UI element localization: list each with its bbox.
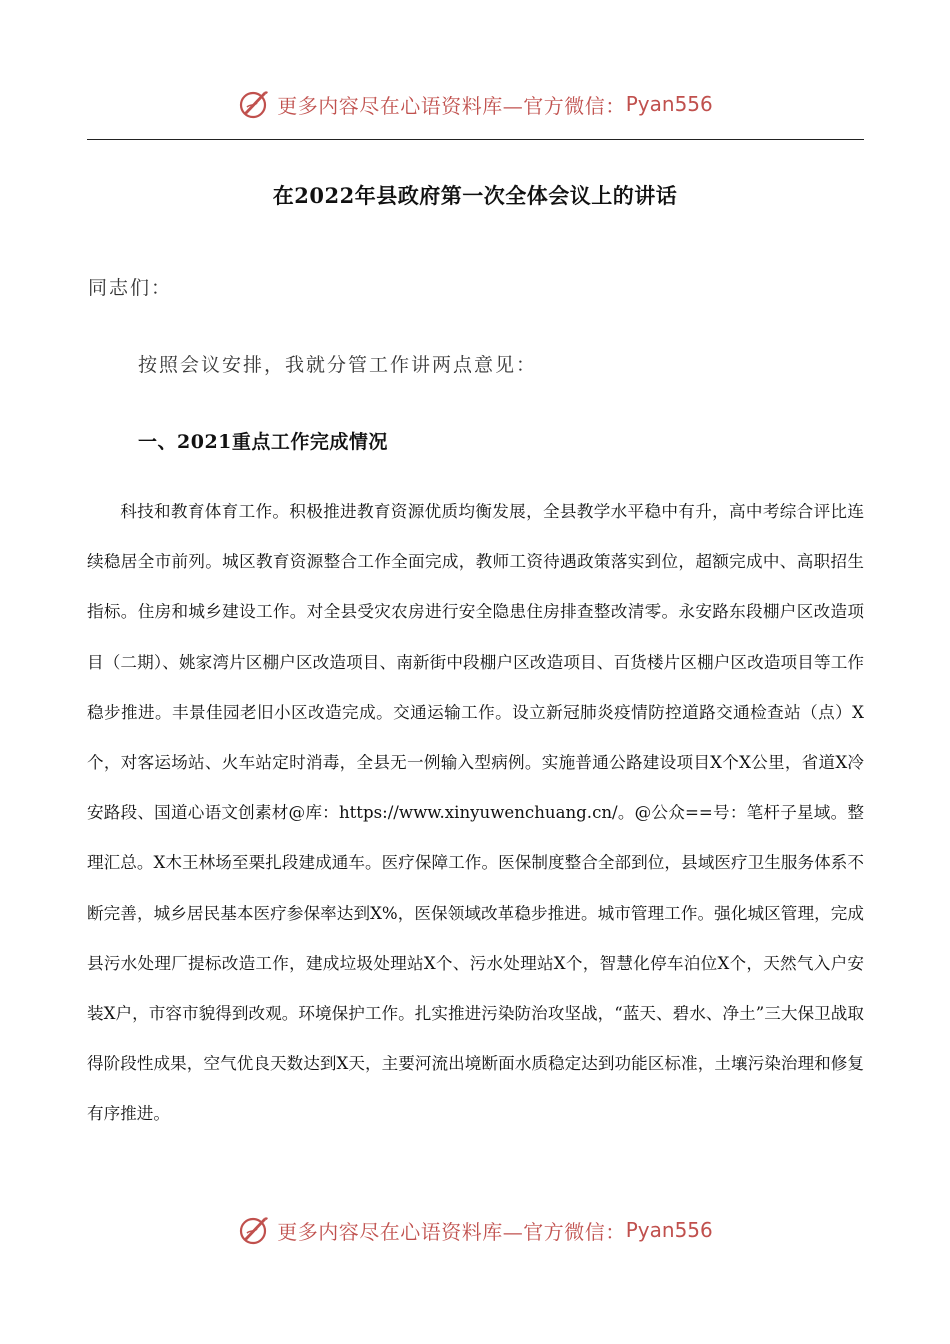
footer-banner: [0, 1210, 950, 1250]
header-banner: [0, 84, 950, 124]
header-rule: [87, 139, 864, 140]
quill-pen-logo-icon: [237, 87, 271, 121]
body-paragraph: 科技和教育体育工作。积极推进教育资源优质均衡发展，全县教学水平稳中有升，高中考综合评比连续稳居全市前列。城区教育资源整合工作全面完成，教师工资待遇政策落实到位，超额完成中、高职招生指标。住房和城乡建设工作。对全县受灾农房进行安全隐患住房排查整改清零。永安路东段棚户区改造项目（二期）、姚家湾片区棚户区改造项目、南新街中段棚户区改造项目、百货楼片区棚户区改造项目等工作稳步推进。丰景佳园老旧小区改造完成。交通运输工作。设立新冠肺炎疫情防控道路交通检查站（点）X个，对客运场站、火车站定时消毒，全县无一例输入型病例。实施普通公路建设项目X个X公里，省道X冷安路段、国道心语文创素材@库：https://www.xinyuwenchuang.cn/。@公众==号：笔杆子星域。整理汇总。X木王林场至栗扎段建成通车。医疗保障工作。医保制度整合全部到位，县域医疗卫生服务体系不断完善，城乡居民基本医疗参保率达到X%，医保领域改革稳步推进。城市管理工作。强化城区管理，完成县污水处理厂提标改造工作，建成垃圾处理站X个、污水处理站X个，智慧化停车泊位X个，天然气入户安装X户，市容市貌得到改观。环境保护工作。扎实推进污染防治攻坚战，“蓝天、碧水、净土”三大保卫战取得阶段性成果，空气优良天数达到X天，主要河流出境断面水质稳定达到功能区标准，土壤污染治理和修复有序推进。: [87, 502, 864, 1124]
banner-text: 更多内容尽在心语资料库—官方微信：: [277, 1219, 626, 1244]
document-title: 在2022年县政府第一次全体会议上的讲话: [272, 183, 678, 208]
intro-paragraph: 按照会议安排，我就分管工作讲两点意见：: [138, 354, 538, 376]
banner-text: 更多内容尽在心语资料库—官方微信：: [277, 93, 626, 118]
wechat-id: Pyan556: [625, 92, 713, 116]
section-heading: 一、2021重点工作完成情况: [138, 431, 388, 453]
wechat-id: Pyan556: [625, 1218, 713, 1242]
quill-pen-logo-icon: [237, 1213, 271, 1247]
salutation: 同志们：: [88, 277, 173, 299]
